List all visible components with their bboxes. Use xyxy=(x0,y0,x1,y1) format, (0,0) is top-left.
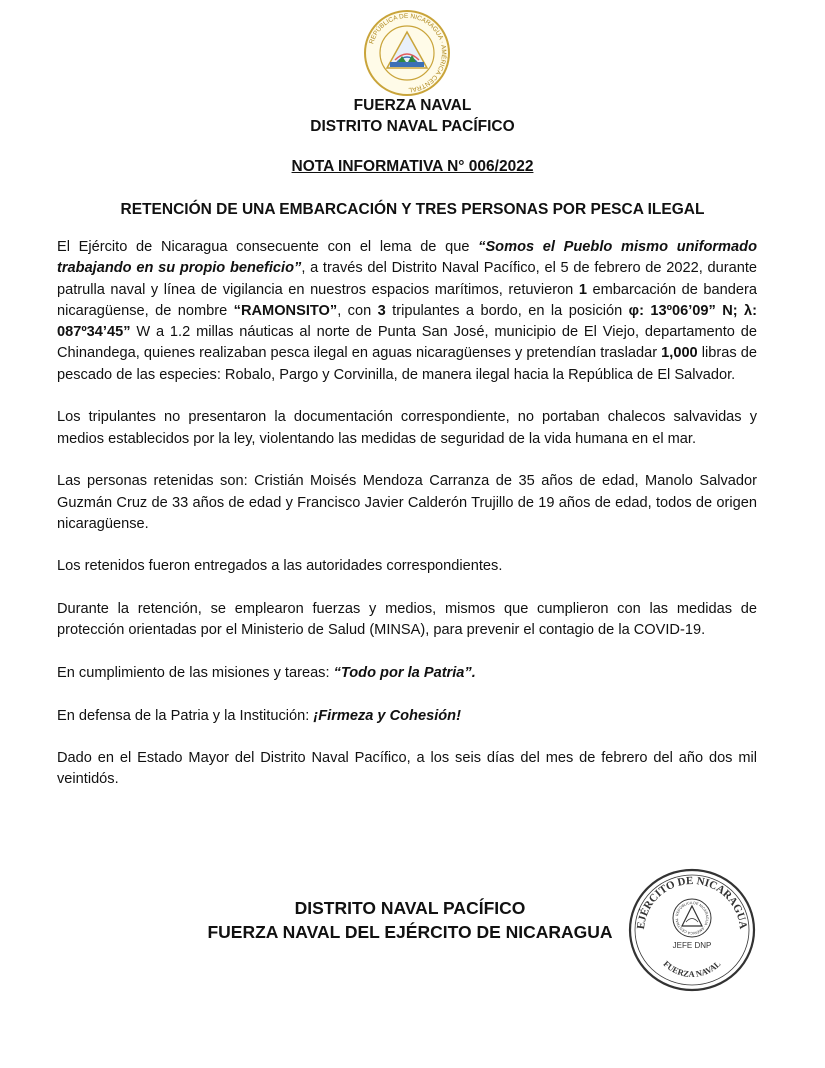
p1-text: embarcación de bandera nicaragüense, de nombre xyxy=(57,281,757,319)
p1-motto: “Somos el Pueblo mismo uniformado trabajando en su propio beneficio” xyxy=(57,239,757,277)
signature-line-1: DISTRITO NAVAL PACÍFICO xyxy=(294,898,526,918)
stamp-ring-text: EJÉRCITO DE NICARAGUA xyxy=(635,874,750,930)
p1-boat-name: “RAMONSITO” xyxy=(233,302,338,319)
paragraph-4: Los retenidos fueron entregados a las autoridades correspondientes. xyxy=(57,558,503,575)
header-line-2: DISTRITO NAVAL PACÍFICO xyxy=(310,118,515,135)
paragraph-2: Los tripulantes no presentaron la documentación correspondiente, no portaban chalecos salvavidas y medios establecidos por la ley, violentando las medidas de seguridad de la vida humana en el mar. xyxy=(57,409,757,447)
p1-text: W a 1.2 millas náuticas al norte de Punta San José, municipio de El Viejo, departamento de Chinandega, quienes realizaban pesca ilegal en aguas nicaragüenses y pretendían trasladar xyxy=(57,324,757,362)
official-stamp-icon xyxy=(622,866,762,994)
p1-boat-count: 1 xyxy=(578,281,587,298)
p6-text: En cumplimiento de las misiones y tareas: xyxy=(57,664,334,681)
paragraph-5: Durante la retención, se emplearon fuerzas y medios, mismos que cumplieron con las medidas de protección orientadas por el Ministerio de Salud (MINSA), para prevenir el contagio de la COVID-19. xyxy=(57,601,757,639)
p7-motto: ¡Firmeza y Cohesión! xyxy=(313,707,461,724)
seal-ring-text: REPÚBLICA DE NICARAGUA · AMÉRICA CENTRAL xyxy=(368,12,448,94)
p7-text: En defensa de la Patria y la Institución: xyxy=(57,707,314,724)
p1-text: , a través del Distrito Naval Pacífico, el 5 de febrero de 2022, durante patrulla naval y línea de vigilancia en nuestros espacios marítimos, retuvieron xyxy=(57,260,757,298)
paragraph-1 xyxy=(57,237,757,386)
header-line-1: FUERZA NAVAL xyxy=(353,97,472,114)
note-number-title: NOTA INFORMATIVA N° 006/2022 xyxy=(291,158,534,175)
paragraph-7 xyxy=(57,706,757,727)
svg-text:FUERZA NAVAL xyxy=(662,958,723,979)
p1-text: libras de pescado de las especies: Robalo, Pargo y Corvinilla, de manera ilegal hacia la República de El Salvador. xyxy=(57,345,757,383)
paragraph-6 xyxy=(57,663,757,684)
p6-motto: “Todo por la Patria”. xyxy=(333,664,476,681)
p1-crew-count: 3 xyxy=(377,302,386,319)
stamp-inner-ring-text: REPÚBLICA DE NICARAGUA · AMÉRICA CENTRAL xyxy=(674,900,710,936)
stamp-center-text: JEFE DNP xyxy=(672,941,712,950)
p1-text: El Ejército de Nicaragua consecuente con el lema de que xyxy=(57,239,479,255)
note-body xyxy=(57,237,757,812)
signature-line-2: FUERZA NAVAL DEL EJÉRCITO DE NICARAGUA xyxy=(207,922,613,942)
paragraph-3: Las personas retenidas son: Cristián Moisés Mendoza Carranza de 35 años de edad, Manolo Salvador Guzmán Cruz de 33 años de edad y Francisco Javier Calderón Trujillo de 19 años de edad, todos de origen nicaragüense. xyxy=(57,473,757,532)
p1-position: φ: 13º06’09” N; λ: 087º34’45” xyxy=(57,302,757,341)
p1-text: tripulantes a bordo, en la posición xyxy=(385,302,629,319)
paragraph-8: Dado en el Estado Mayor del Distrito Naval Pacífico, a los seis días del mes de febrero del año dos mil veintidós. xyxy=(57,750,757,788)
stamp-bottom-text: FUERZA NAVAL xyxy=(661,958,723,979)
p1-text: , con xyxy=(337,302,378,319)
p1-fish-weight: 1,000 xyxy=(661,345,698,362)
note-subject: RETENCIÓN DE UNA EMBARCACIÓN Y TRES PERSONAS POR PESCA ILEGAL xyxy=(120,201,705,218)
nicaragua-coat-of-arms-icon xyxy=(362,8,452,98)
